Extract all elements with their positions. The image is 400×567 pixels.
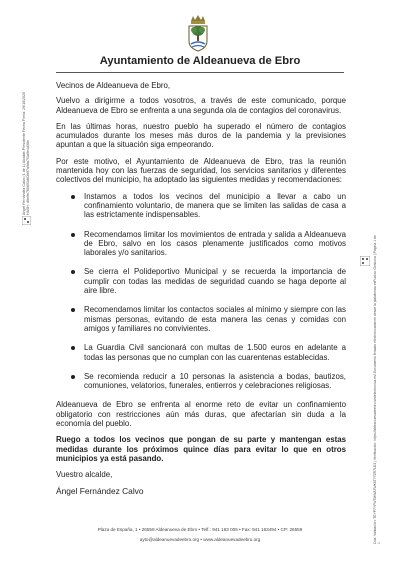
- footer-address: Plaza de España, 1 • 26559 Aldeanueva de Ebro • Telf.: 941 163 005 • Fax: 941 163494 • CP: 26559: [97, 527, 303, 532]
- letter-body: [56, 81, 346, 503]
- validation-stamp-right: Cód. Validación: 7EYP7YFW7MWA7WK6T77ZR7LD3 | Verificación: https://aldeanuevadeebro.sedelectronica.es/ Documento firmado electrónicamente desde la plataforma esPublico Gestiona | Página 1 de 1: [373, 235, 382, 544]
- signoff: Vuestro alcalde,: [56, 470, 113, 480]
- paragraph-situation: En las últimas horas, nuestro pueblo ha superado el número de contagios acumulados durante los meses más duros de la pandemia y la previsiones apuntan a que la situación siga empeorando.: [56, 121, 346, 150]
- salutation: Vecinos de Aldeanueva de Ebro,: [56, 81, 171, 90]
- list-item: La Guardia Civil sancionará con multas de 1.500 euros en adelante a todas las personas que no cumplan con las cuarentenas establecidas.: [56, 343, 346, 362]
- list-item: Recomendamos limitar los movimientos de entrada y salida a Aldeanueva de Ebro, salvo en los casos plenamente justificados como motivos laborales y/o sanitarios.: [56, 230, 346, 258]
- list-item: Se cierra el Polideportivo Municipal y se recuerda la importancia de cumplir con todas las medidas de seguridad cuando se haga deporte al aire libre.: [56, 267, 346, 295]
- footer-contact: ayto@aldeanuevadeebro.org • www.aldeanuevadeebro.org: [139, 537, 261, 542]
- list-item: Se recomienda reducir a 10 personas la asistencia a bodas, bautizos, comuniones, velatorios, funerales, entierros y celebraciones religiosas.: [56, 372, 346, 391]
- list-item: Recomendamos limitar los contactos sociales al mínimo y siempre con las mismas personas, evitando de esta manera las cenas y comidas con amigos y familiares no convivientes.: [56, 305, 346, 333]
- list-item: Instamos a todos los vecinos del municipio a llevar a cabo un confinamiento voluntario, de manera que se limiten las salidas de casa a las estrictamente indispensables.: [56, 192, 346, 220]
- paragraph-measures-intro: Por este motivo, el Ayuntamiento de Aldeanueva de Ebro, tras la reunión mantenida hoy con las fuerzas de seguridad, los servicios sanitarios y diferentes colectivos del municipio, ha adoptado las siguientes medidas y recomendaciones:: [56, 156, 346, 185]
- paragraph-request: Ruego a todos los vecinos que pongan de su parte y mantengan estas medidas durante los próximos quince días para evitar lo que en otros municipios ya está pasando.: [56, 435, 346, 463]
- page-title: Ayuntamiento de Aldeanueva de Ebro: [99, 55, 301, 67]
- coat-of-arms-icon: [183, 14, 213, 52]
- qr-code-icon: [22, 216, 31, 225]
- paragraph-intro: Vuelvo a dirigirme a todos vosotros, a través de este comunicado, porque Aldeanueva de Ebro se enfrenta a una segunda ola de contagios del coronavirus.: [56, 96, 346, 115]
- signer-name: Ángel Fernández Calvo: [56, 485, 144, 496]
- measures-list: [56, 192, 346, 391]
- paragraph-closing: Aldeanueva de Ebro se enfrenta al enorme reto de evitar un confinamiento obligatorio con restricciones aún más duras, que afectarían sin duda a la economía del pueblo.: [56, 400, 346, 429]
- signature-stamp-left: Ángel Fernández Calvo (1 de 1) Alcalde-Presidente Fecha Firma: 29/10/2020 HASH: d0e9e760603d63b97a9da7f1a9e4d36e: [22, 91, 31, 215]
- title-divider: [56, 72, 344, 73]
- validation-qr-icon: [360, 256, 370, 266]
